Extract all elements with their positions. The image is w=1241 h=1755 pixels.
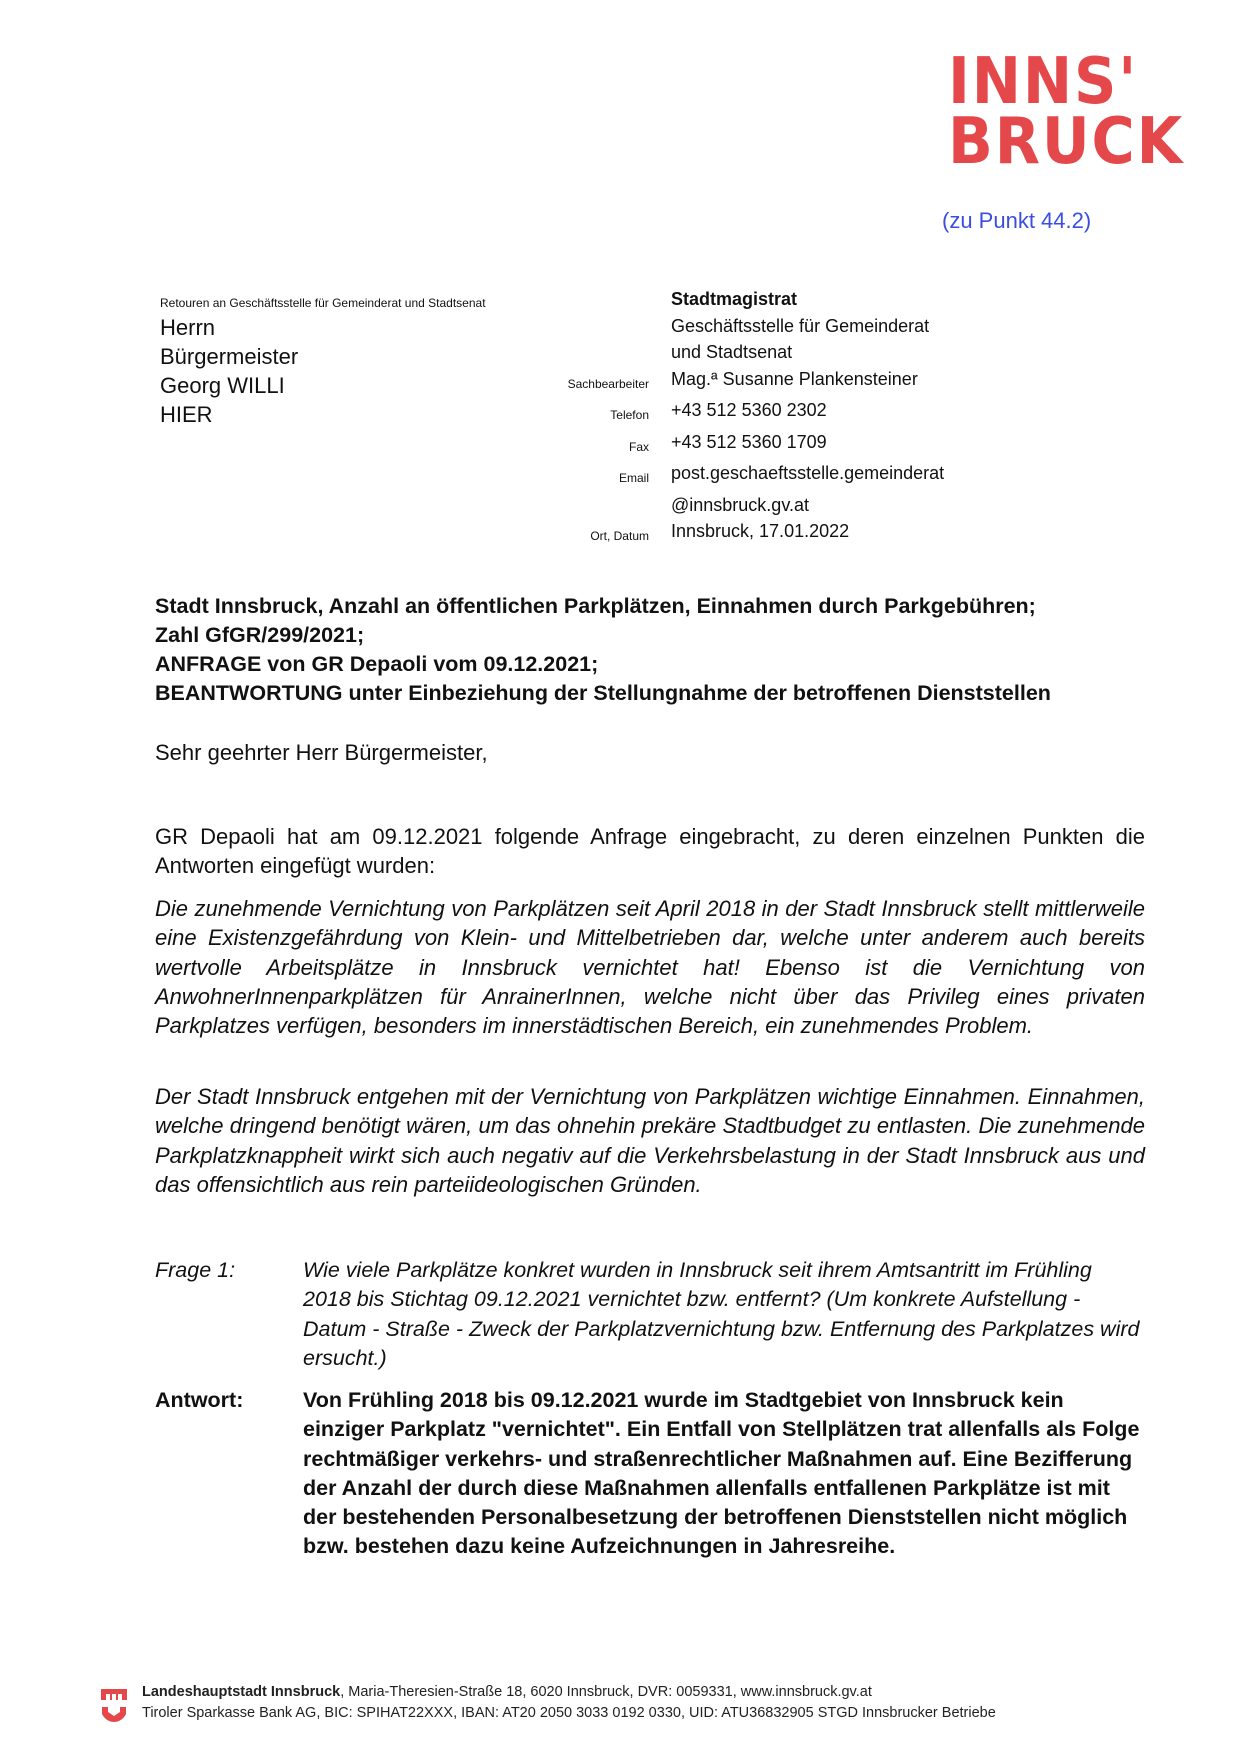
field-label: Telefon xyxy=(610,408,649,422)
subject-line: ANFRAGE von GR Depaoli vom 09.12.2021; xyxy=(155,652,599,676)
email-value[interactable]: post.geschaeftsstelle.gemeinderat xyxy=(671,463,945,483)
logo-line-1: INNS' xyxy=(948,45,1139,119)
city-crest-icon xyxy=(100,1706,128,1722)
sender-block xyxy=(540,286,1060,550)
sender-org: Stadtmagistrat xyxy=(671,289,798,309)
field-label: Email xyxy=(618,471,649,485)
fax-value: +43 512 5360 1709 xyxy=(671,431,827,452)
recipient-line: HIER xyxy=(160,402,213,427)
innsbruck-logo xyxy=(948,45,1185,179)
answer-label: Antwort: xyxy=(155,1388,244,1412)
question-label: Frage 1: xyxy=(155,1258,236,1282)
field-label: Ort, Datum xyxy=(590,529,649,543)
question-1 xyxy=(155,1256,1145,1373)
city-bridge-icon xyxy=(100,1685,128,1701)
intro-paragraph: GR Depaoli hat am 09.12.2021 folgende Anfrage eingebracht, zu deren einzelnen Punkten die Antworten eingefügt wurden: xyxy=(155,824,1145,879)
recipient-line: Bürgermeister xyxy=(160,344,299,369)
question-text: Wie viele Parkplätze konkret wurden in Innsbruck seit ihrem Amtsantritt im Frühling 2018 bis Stichtag 09.12.2021 vernichtet bzw. entfernt? (Um konkrete Aufstellung - Datum - Straße - Zweck der Parkplatzvernichtung bzw. Entfernung des Parkplatzes wird ersucht.) xyxy=(303,1258,1140,1370)
subject-line: Zahl GfGR/299/2021; xyxy=(155,623,365,647)
return-note: Retouren an Geschäftsstelle für Gemeinderat und Stadtsenat xyxy=(160,296,486,310)
footer-bank: Tiroler Sparkasse Bank AG, BIC: SPIHAT22XXX, IBAN: AT20 2050 3033 0192 0330, UID: ATU36832905 STGD Innsbrucker Betriebe xyxy=(142,1705,996,1721)
agenda-reference: (zu Punkt 44.2) xyxy=(942,208,1092,233)
email-value-cont[interactable]: @innsbruck.gv.at xyxy=(671,494,809,515)
recipient-line: Herrn xyxy=(160,315,216,340)
field-label: Sachbearbeiter xyxy=(567,376,649,391)
salutation: Sehr geehrter Herr Bürgermeister, xyxy=(155,740,488,765)
field-label: Fax xyxy=(628,439,649,454)
answer-1 xyxy=(155,1386,1145,1562)
footer-address: , Maria-Theresien-Straße 18, 6020 Innsbruck, DVR: 0059331, www.innsbruck.gv.at xyxy=(340,1684,872,1700)
subject xyxy=(155,592,1051,708)
recipient-line: Georg WILLI xyxy=(160,373,285,398)
sender-dept: und Stadtsenat xyxy=(671,342,793,362)
logo-line-2: BRUCK xyxy=(948,105,1185,179)
answer-text: Von Frühling 2018 bis 09.12.2021 wurde im Stadtgebiet von Innsbruck kein einziger Parkplatz "vernichtet". Ein Entfall von Stellplätzen trat allenfalls als Folge rechtmäßiger verkehrs- und straßenrechtlicher Maßnahmen auf. Eine Bezifferung der Anzahl der durch diese Maßnahmen allenfalls entfallenen Parkplätze ist mit der bestehenden Personalbesetzung der betroffenen Dienststellen nicht möglich bzw. bestehen dazu keine Aufzeichnungen in Jahresreihe. xyxy=(303,1388,1140,1559)
sender-dept: Geschäftsstelle für Gemeinderat xyxy=(671,315,930,336)
phone-value: +43 512 5360 2302 xyxy=(671,400,827,420)
footer-org: Landeshauptstadt Innsbruck xyxy=(142,1684,341,1700)
date-value: Innsbruck, 17.01.2022 xyxy=(671,521,850,541)
subject-line: Stadt Innsbruck, Anzahl an öffentlichen Parkplätzen, Einnahmen durch Parkgebühren; xyxy=(155,594,1036,618)
subject-line: BEANTWORTUNG unter Einbeziehung der Stellungnahme der betroffenen Dienststellen xyxy=(155,681,1051,705)
clerk-value: Mag.ª Susanne Plankensteiner xyxy=(671,368,918,389)
quote-paragraph-1: Die zunehmende Vernichtung von Parkplätzen seit April 2018 in der Stadt Innsbruck stellt mittlerweile eine Existenzgefährdung von Klein- und Mittelbetrieben dar, welche unter anderem auch bereits wertvolle Arbeitsplätze in Innsbruck vernichtet hat! Ebenso ist die Vernichtung von AnwohnerInnenparkplätzen für AnrainerInnen, welche nicht über das Privileg eines privaten Parkplatzes verfügen, besonders im innerstädtischen Bereich, ein zunehmendes Problem. xyxy=(155,896,1145,1039)
footer xyxy=(100,1682,996,1724)
quote-paragraph-2: Der Stadt Innsbruck entgehen mit der Vernichtung von Parkplätzen wichtige Einnahmen. Einnahmen, welche dringend benötigt wären, um das ohnehin prekäre Stadtbudget zu entlasten. Die zunehmende Parkplatzknappheit wirkt sich auch negativ auf die Verkehrsbelastung in der Stadt Innsbruck aus und das offensichtlich aus rein parteiideologischen Gründen. xyxy=(155,1084,1145,1197)
